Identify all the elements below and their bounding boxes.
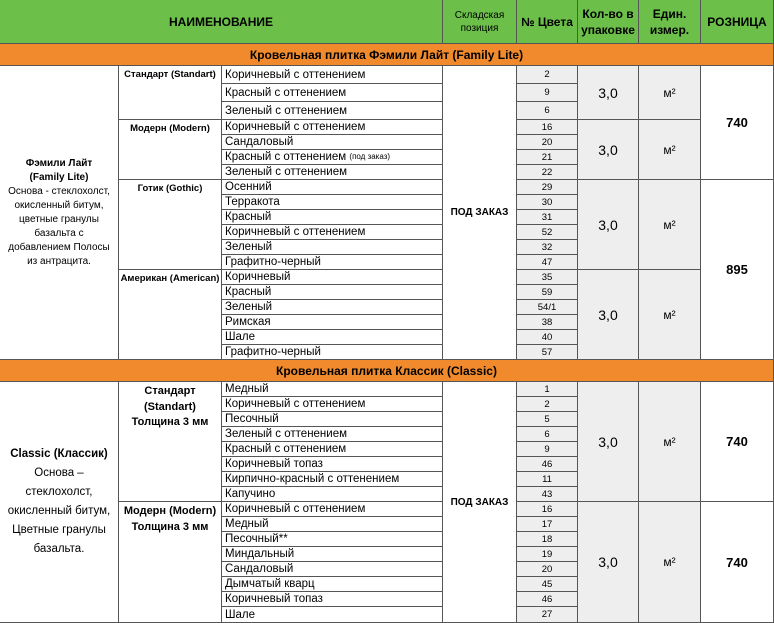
color-name: Коричневый с оттенением <box>222 502 443 517</box>
header-price: РОЗНИЦА <box>701 0 774 44</box>
stock-status: ПОД ЗАКАЗ <box>443 66 517 360</box>
color-number: 18 <box>517 532 578 547</box>
product-description: Основа - стеклохолст, окисленный битум, цветные гранулы базальта с добавлением Полосы из антрацита. <box>8 185 110 267</box>
color-number: 54/1 <box>517 300 578 315</box>
color-name: Коричневый топаз <box>222 592 443 607</box>
header-color-no: № Цвета <box>517 0 578 44</box>
color-number: 43 <box>517 487 578 502</box>
product-name: Classic (Классик) <box>10 448 108 460</box>
color-name: Графитно-черный <box>222 255 443 270</box>
color-name-with-note <box>222 150 443 165</box>
color-number: 19 <box>517 547 578 562</box>
price-value: 740 <box>701 382 774 502</box>
color-name: Песочный** <box>222 532 443 547</box>
unit-of-measure: м² <box>639 270 701 360</box>
color-name: Шале <box>222 607 443 623</box>
package-qty: 3,0 <box>578 270 639 360</box>
product-description: Основа – стеклохолст, окисленный битум, Цветные гранулы базальта. <box>7 467 111 555</box>
color-number: 46 <box>517 592 578 607</box>
price-value: 740 <box>701 66 774 180</box>
color-number: 35 <box>517 270 578 285</box>
unit-of-measure: м² <box>639 120 701 180</box>
unit-of-measure: м² <box>639 382 701 502</box>
color-number: 2 <box>517 397 578 412</box>
package-qty: 3,0 <box>578 66 639 120</box>
color-number: 46 <box>517 457 578 472</box>
package-qty: 3,0 <box>578 180 639 270</box>
series-cell: Модерн (Modern) Толщина 3 мм <box>119 502 222 623</box>
color-number: 20 <box>517 135 578 150</box>
color-name: Шале <box>222 330 443 345</box>
section-title-family-lite: Кровельная плитка Фэмили Лайт (Family Lite) <box>0 44 774 66</box>
color-name: Коричневый с оттенением <box>222 66 443 84</box>
color-number: 22 <box>517 165 578 180</box>
color-number: 38 <box>517 315 578 330</box>
header-stock: Складская позиция <box>443 0 517 44</box>
product-name: Фэмили Лайт <box>25 157 93 169</box>
color-name: Зеленый с оттенением <box>222 427 443 442</box>
color-number: 32 <box>517 240 578 255</box>
unit-of-measure: м² <box>639 502 701 623</box>
header-unit: Един. измер. <box>639 0 701 44</box>
color-number: 6 <box>517 102 578 120</box>
color-name: Коричневый <box>222 270 443 285</box>
color-number: 21 <box>517 150 578 165</box>
color-number: 30 <box>517 195 578 210</box>
color-number: 40 <box>517 330 578 345</box>
header-name: НАИМЕНОВАНИЕ <box>0 0 443 44</box>
color-number: 29 <box>517 180 578 195</box>
color-name: Красный с оттенением <box>222 84 443 102</box>
color-number: 11 <box>517 472 578 487</box>
color-name: Сандаловый <box>222 135 443 150</box>
color-number: 9 <box>517 84 578 102</box>
color-name: Сандаловый <box>222 562 443 577</box>
color-name: Медный <box>222 517 443 532</box>
color-name: Кирпично-красный с оттенением <box>222 472 443 487</box>
order-note: (под заказ) <box>349 152 391 161</box>
series-cell: Стандарт (Standart) <box>119 66 222 120</box>
color-number: 5 <box>517 412 578 427</box>
color-name: Зеленый <box>222 300 443 315</box>
series-cell: Стандарт (Standart) Толщина 3 мм <box>119 382 222 502</box>
color-name-text: Красный с оттенением <box>225 151 347 163</box>
color-number: 6 <box>517 427 578 442</box>
package-qty: 3,0 <box>578 120 639 180</box>
color-number: 47 <box>517 255 578 270</box>
color-number: 52 <box>517 225 578 240</box>
color-name: Дымчатый кварц <box>222 577 443 592</box>
color-number: 16 <box>517 502 578 517</box>
color-name: Песочный <box>222 412 443 427</box>
color-name: Терракота <box>222 195 443 210</box>
color-number: 57 <box>517 345 578 360</box>
color-name: Римская <box>222 315 443 330</box>
color-name: Зеленый <box>222 240 443 255</box>
color-number: 27 <box>517 607 578 623</box>
color-name: Коричневый с оттенением <box>222 225 443 240</box>
color-name: Коричневый с оттенением <box>222 397 443 412</box>
color-number: 45 <box>517 577 578 592</box>
color-number: 16 <box>517 120 578 135</box>
price-value: 895 <box>701 180 774 360</box>
color-number: 17 <box>517 517 578 532</box>
color-name: Коричневый топаз <box>222 457 443 472</box>
color-name: Графитно-черный <box>222 345 443 360</box>
color-name: Капучино <box>222 487 443 502</box>
color-number: 1 <box>517 382 578 397</box>
color-name: Миндальный <box>222 547 443 562</box>
series-cell: Американ (American) <box>119 270 222 360</box>
price-value: 740 <box>701 502 774 623</box>
unit-of-measure: м² <box>639 66 701 120</box>
color-name: Зеленый с оттенением <box>222 165 443 180</box>
color-name: Осенний <box>222 180 443 195</box>
color-name: Медный <box>222 382 443 397</box>
series-cell: Модерн (Modern) <box>119 120 222 180</box>
product-cell-classic <box>0 382 119 623</box>
color-name: Красный <box>222 210 443 225</box>
series-cell: Готик (Gothic) <box>119 180 222 270</box>
section-title-classic: Кровельная плитка Классик (Classic) <box>0 360 774 382</box>
product-name-en: (Family Lite) <box>29 171 89 183</box>
color-number: 59 <box>517 285 578 300</box>
color-name: Коричневый с оттенением <box>222 120 443 135</box>
package-qty: 3,0 <box>578 502 639 623</box>
stock-status: ПОД ЗАКАЗ <box>443 382 517 623</box>
color-number: 20 <box>517 562 578 577</box>
color-number: 9 <box>517 442 578 457</box>
unit-of-measure: м² <box>639 180 701 270</box>
header-qty: Кол-во в упаковке <box>578 0 639 44</box>
color-name: Красный <box>222 285 443 300</box>
package-qty: 3,0 <box>578 382 639 502</box>
color-name: Красный с оттенением <box>222 442 443 457</box>
product-cell-family-lite <box>0 66 119 360</box>
color-number: 31 <box>517 210 578 225</box>
color-name: Зеленый с оттенением <box>222 102 443 120</box>
color-number: 2 <box>517 66 578 84</box>
